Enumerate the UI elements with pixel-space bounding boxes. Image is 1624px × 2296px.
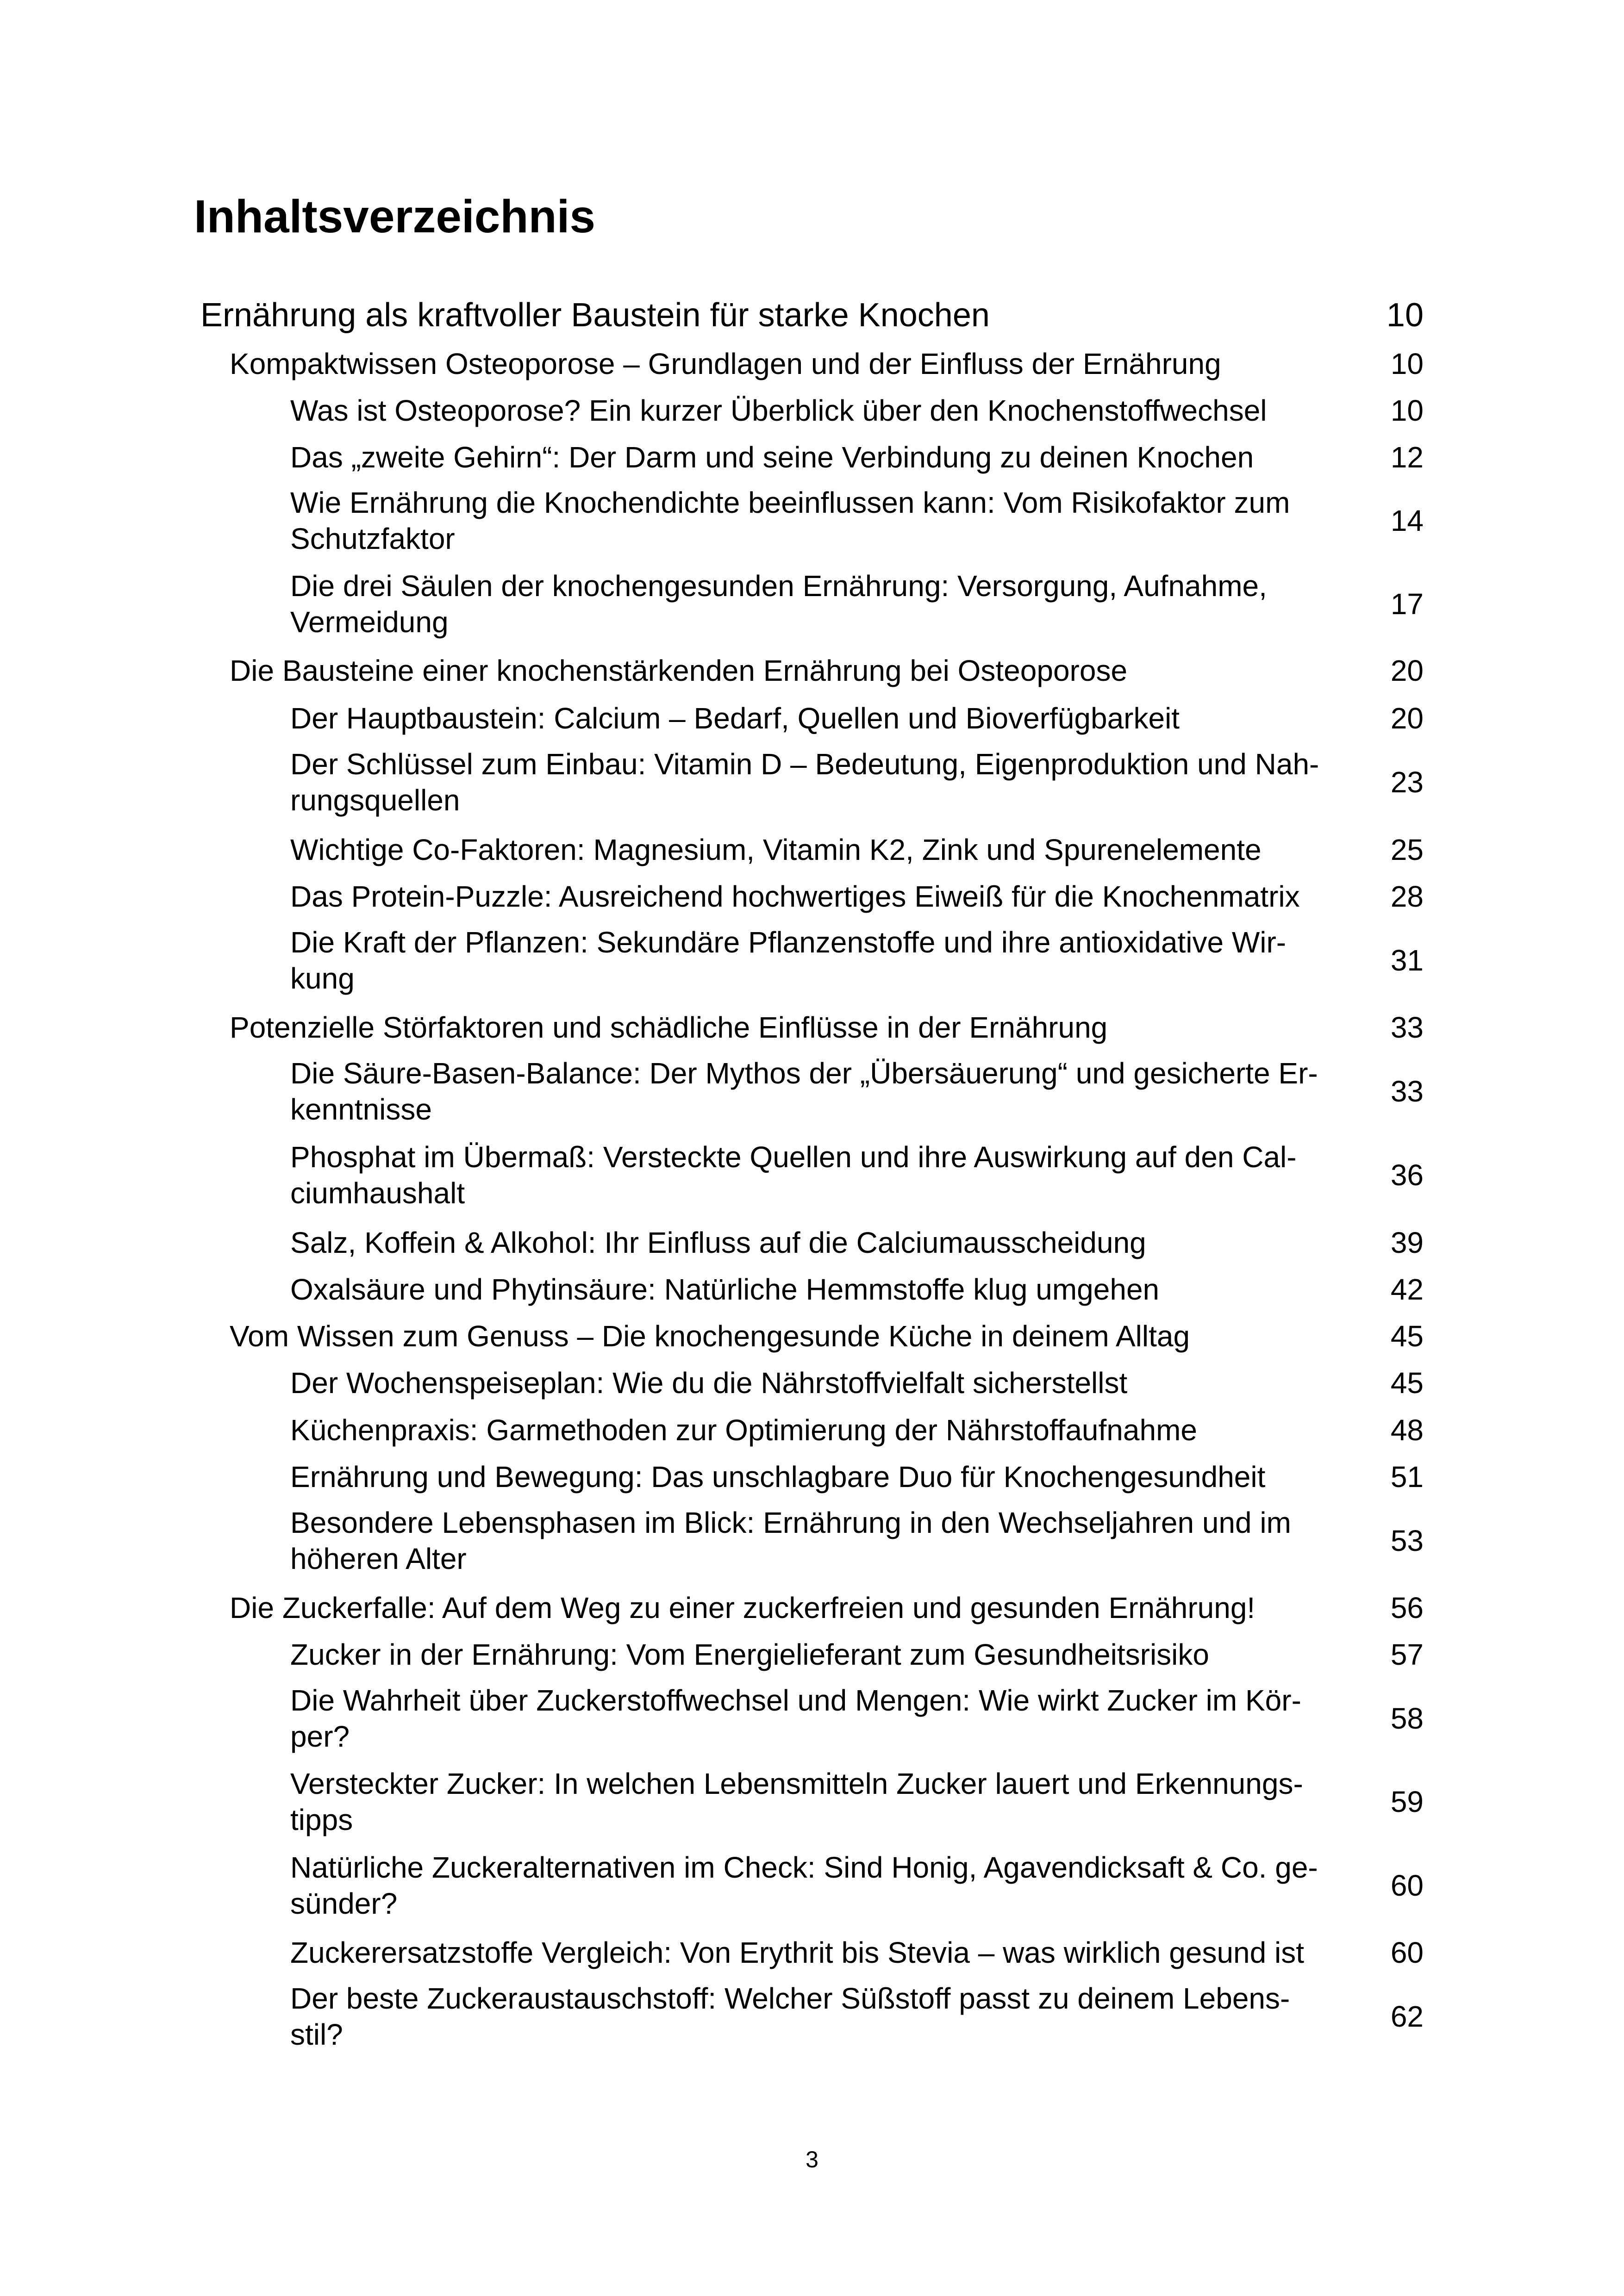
toc-entry-page-number: 45 (1390, 1366, 1424, 1400)
toc-entry-level-3 (290, 924, 1424, 996)
toc-entry-level-3 (290, 1271, 1424, 1307)
toc-entry-title: Kompaktwissen Osteoporose – Grundlagen und der Einfluss der Ernährung (230, 347, 1221, 380)
toc-entry-title: Das „zweite Gehirn“: Der Darm und seine Verbindung zu deinen Knochen (290, 441, 1254, 474)
toc-entry-title: Die drei Säulen der knochengesunden Ernährung: Versorgung, Aufnahme, Vermeidung (290, 569, 1267, 639)
toc-entry-page-number: 20 (1390, 702, 1424, 735)
toc-entry-title: Die Zuckerfalle: Auf dem Weg zu einer zuckerfreien und gesunden Ernährung! (230, 1591, 1255, 1624)
toc-entry-level-2 (230, 346, 1424, 382)
toc-entry-page-number: 14 (1390, 504, 1424, 537)
toc-entry-level-3 (290, 1055, 1424, 1127)
toc-entry-level-3 (290, 1505, 1424, 1577)
toc-entry-level-3 (290, 439, 1424, 475)
toc-entry-title: Wie Ernährung die Knochendichte beeinflussen kann: Vom Risikofaktor zum Schutzfaktor (290, 486, 1290, 555)
toc-title: Inhaltsverzeichnis (194, 191, 595, 243)
toc-entry-page-number: 53 (1390, 1524, 1424, 1557)
toc-entry-page-number: 45 (1390, 1319, 1424, 1353)
toc-entry-title: Die Bausteine einer knochenstärkenden Ernährung bei Osteoporose (230, 654, 1128, 687)
toc-entry-page-number: 20 (1390, 654, 1424, 687)
toc-entry-page-number: 59 (1390, 1785, 1424, 1818)
toc-entry-level-3 (290, 1225, 1424, 1261)
toc-entry-level-3 (290, 392, 1424, 429)
toc-entry-title: Der Schlüssel zum Einbau: Vitamin D – Bedeutung, Eigenproduktion und Nah- rungsquellen (290, 747, 1319, 817)
toc-entry-level-3 (290, 700, 1424, 736)
toc-entry-level-2 (230, 1590, 1424, 1626)
toc-entry-page-number: 25 (1390, 833, 1424, 866)
toc-entry-page-number: 33 (1390, 1075, 1424, 1108)
toc-entry-level-3 (290, 1365, 1424, 1401)
toc-entry-level-3 (290, 568, 1424, 640)
toc-entry-page-number: 42 (1390, 1273, 1424, 1306)
toc-entry-title: Salz, Koffein & Alkohol: Ihr Einfluss auf die Calciumausscheidung (290, 1226, 1146, 1259)
toc-entry-page-number: 57 (1390, 1638, 1424, 1671)
toc-entry-title: Der Hauptbaustein: Calcium – Bedarf, Quellen und Bioverfügbarkeit (290, 702, 1180, 735)
toc-entry-level-3 (290, 1459, 1424, 1495)
toc-entry-title: Zuckerersatzstoffe Vergleich: Von Erythrit bis Stevia – was wirklich gesund ist (290, 1936, 1304, 1969)
page-number: 3 (806, 2147, 818, 2172)
toc-entry-page-number: 39 (1390, 1226, 1424, 1259)
toc-entry-page-number: 28 (1390, 880, 1424, 913)
toc-entry-level-1 (200, 295, 1424, 335)
toc-entry-level-3 (290, 878, 1424, 915)
toc-entry-page-number: 31 (1390, 944, 1424, 977)
toc-entry-title: Der Wochenspeiseplan: Wie du die Nährstoffvielfalt sicherstellst (290, 1366, 1128, 1400)
toc-entry-title: Zucker in der Ernährung: Vom Energielieferant zum Gesundheitsrisiko (290, 1638, 1209, 1671)
toc-entry-title: Natürliche Zuckeralternativen im Check: Sind Honig, Agavendicksaft & Co. ge- sünder? (290, 1851, 1318, 1920)
toc-entry-title: Das Protein-Puzzle: Ausreichend hochwertiges Eiweiß für die Knochenmatrix (290, 880, 1300, 913)
toc-entry-title: Oxalsäure und Phytinsäure: Natürliche Hemmstoffe klug umgehen (290, 1273, 1160, 1306)
toc-entry-title: Wichtige Co-Faktoren: Magnesium, Vitamin K2, Zink und Spurenelemente (290, 833, 1262, 866)
toc-entry-page-number: 58 (1390, 1702, 1424, 1735)
toc-entry-page-number: 36 (1390, 1158, 1424, 1192)
toc-entry-level-2 (230, 1009, 1424, 1045)
toc-entry-title: Die Säure-Basen-Balance: Der Mythos der „Übersäuerung“ und gesicherte Er- kenntnisse (290, 1057, 1318, 1126)
toc-entry-title: Küchenpraxis: Garmethoden zur Optimierung der Nährstoffaufnahme (290, 1413, 1197, 1447)
toc-entry-level-3 (290, 1935, 1424, 1971)
toc-entry-level-2 (230, 1318, 1424, 1354)
toc-entry-page-number: 33 (1390, 1011, 1424, 1044)
toc-entry-level-3 (290, 1849, 1424, 1922)
toc-entry-level-3 (290, 1980, 1424, 2053)
toc-entry-title: Besondere Lebensphasen im Blick: Ernährung in den Wechseljahren und im höheren Alter (290, 1506, 1291, 1575)
toc-entry-level-3 (290, 1636, 1424, 1673)
toc-entry-level-3 (290, 1139, 1424, 1211)
toc-entry-page-number: 10 (1386, 297, 1424, 334)
toc-entry-title: Potenzielle Störfaktoren und schädliche Einflüsse in der Ernährung (230, 1011, 1108, 1044)
toc-entry-level-3 (290, 1412, 1424, 1448)
toc-entry-page-number: 51 (1390, 1460, 1424, 1493)
toc-entry-level-3 (290, 485, 1424, 557)
toc-entry-page-number: 10 (1390, 394, 1424, 427)
toc-entry-level-3 (290, 1682, 1424, 1755)
toc-entry-title: Versteckter Zucker: In welchen Lebensmitteln Zucker lauert und Erkennungs- tipps (290, 1767, 1303, 1836)
toc-entry-page-number: 17 (1390, 587, 1424, 621)
toc-entry-level-3 (290, 1766, 1424, 1838)
toc-entry-level-3 (290, 832, 1424, 868)
toc-entry-title: Ernährung und Bewegung: Das unschlagbare Duo für Knochengesundheit (290, 1460, 1266, 1493)
toc-entry-title: Die Wahrheit über Zuckerstoffwechsel und Mengen: Wie wirkt Zucker im Kör- per? (290, 1684, 1301, 1753)
toc-entry-title: Phosphat im Übermaß: Versteckte Quellen und ihre Auswirkung auf den Cal- ciumhaushalt (290, 1140, 1297, 1210)
toc-entry-title: Ernährung als kraftvoller Baustein für starke Knochen (200, 297, 990, 334)
toc-entry-title: Die Kraft der Pflanzen: Sekundäre Pflanzenstoffe und ihre antioxidative Wir- kung (290, 926, 1287, 995)
toc-entry-title: Vom Wissen zum Genuss – Die knochengesunde Küche in deinem Alltag (230, 1319, 1190, 1353)
toc-entry-page-number: 62 (1390, 2000, 1424, 2033)
toc-entry-page-number: 23 (1390, 765, 1424, 799)
toc-entry-page-number: 48 (1390, 1413, 1424, 1447)
toc-entry-level-3 (290, 746, 1424, 818)
toc-entry-page-number: 60 (1390, 1936, 1424, 1969)
toc-entry-title: Was ist Osteoporose? Ein kurzer Überblick über den Knochenstoffwechsel (290, 394, 1267, 427)
toc-entry-page-number: 56 (1390, 1591, 1424, 1624)
toc-entry-page-number: 12 (1390, 441, 1424, 474)
toc-entry-level-2 (230, 653, 1424, 689)
toc-entry-title: Der beste Zuckeraustauschstoff: Welcher Süßstoff passt zu deinem Lebens- stil? (290, 1982, 1290, 2051)
toc-entry-page-number: 10 (1390, 347, 1424, 380)
toc-entry-page-number: 60 (1390, 1869, 1424, 1902)
